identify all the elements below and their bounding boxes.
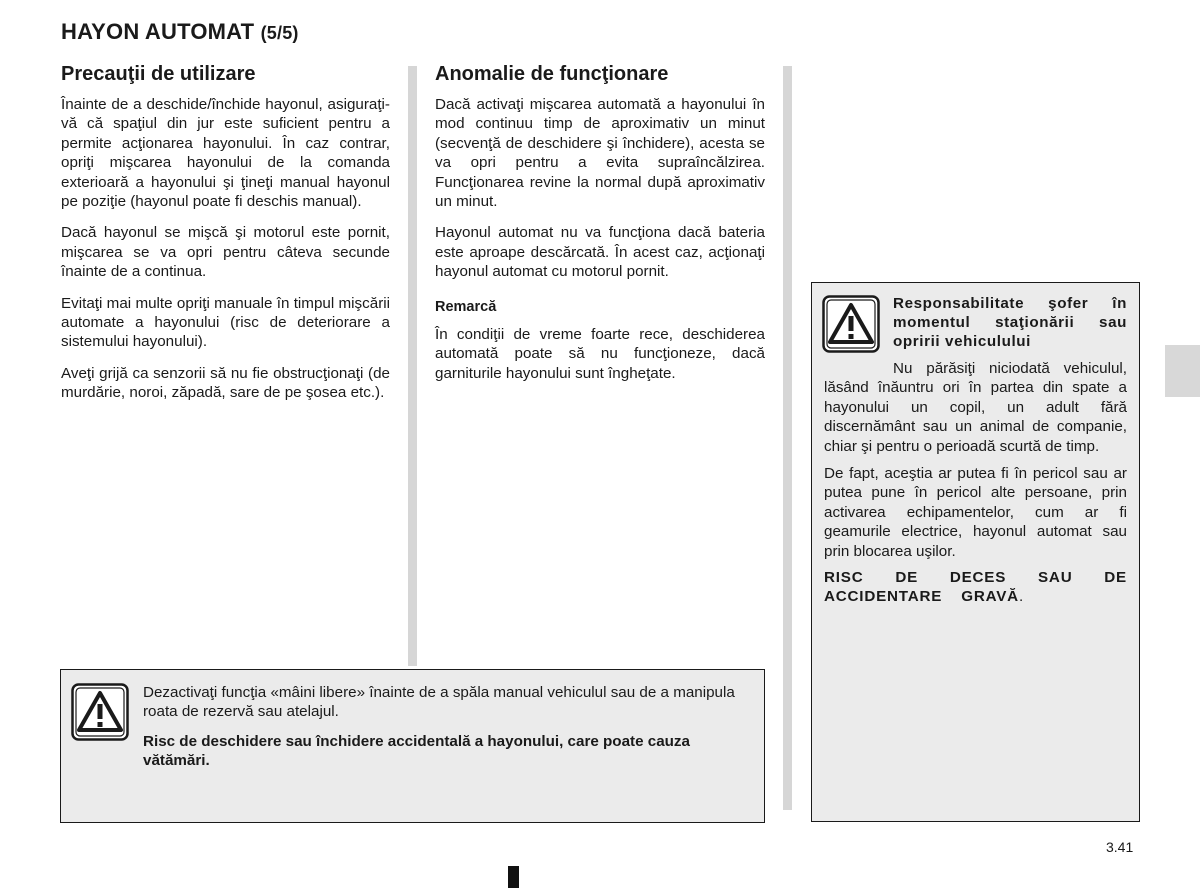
left-column [61,63,390,415]
left-column-heading: Precauţii de utilizare [61,63,256,85]
middle-column-heading: Anomalie de funcţionare [435,63,669,85]
page-title-suffix: (5/5) [260,23,299,43]
right-warning-risk [824,568,1127,607]
hands-free-warning-text: Dezactivaţi funcţia «mâini libere» înainte de a spăla manual vehiculul sau de a manipula roata de rezervă sau atelajul. [143,684,735,720]
hands-free-warning-bold-text: Risc de deschidere sau închidere accidentală a hayonului, care poate cauza vătămări. [143,733,690,769]
left-paragraph: Aveţi grijă ca senzorii să nu fie obstrucţionaţi (de murdărie, noroi, zăpadă, sare de pe şosea etc.). [61,364,390,402]
chapter-tab [1165,345,1200,397]
right-warning-paragraph-2: De fapt, aceştia ar putea fi în pericol sau ar putea pune în pericol alte persoane, prin activarea echipamentelor, cum ar fi geamurile electrice, hayonul automat sau prin blocarea uşilor. [824,465,1127,560]
column-separator-left [408,66,417,666]
left-paragraph: Dacă hayonul se mişcă şi motorul este pornit, mişcarea se va opri pentru câteva secunde înainte de a continua. [61,224,390,281]
middle-paragraph: Dacă activaţi mişcarea automată a hayonului în mod continuu timp de aproximativ un minut (secvenţă de deschidere şi închidere), acesta se va opri pentru a evita supraîncălzirea. Funcţionarea revine la normal după aproximativ un minut. [435,96,765,211]
left-column-body [61,95,390,403]
risk-text: RISC DE DECES SAU DE ACCIDENTARE GRAVĂ [824,569,1127,606]
left-paragraph: Înainte de a deschide/închide hayonul, asiguraţi-vă că spaţiul din jur este suficient pentru a permite acţionarea hayonului. În caz contrar, opriţi mişcarea hayonului de la comanda exterioară a hayonului şi ţineţi manual hayonul pe poziţie (hayonul poate fi deschis manual). [61,96,390,211]
remark-label: Remarcă [435,298,497,315]
driver-responsibility-warning-box [811,282,1140,822]
page-title [61,19,299,45]
right-warning-paragraph-1: Nu părăsiţi niciodată vehiculul, lăsând înăuntru ori în partea din spate a hayonului un copil, un adult fără discernământ sau un animal de companie, chiar şi pentru o perioadă scurtă de timp. [824,360,1127,455]
risk-suffix: . [1018,588,1024,606]
warning-triangle-icon [71,683,129,741]
middle-paragraph: Hayonul automat nu va funcţiona dacă bateria este aproape descărcată. În acest caz, acţionaţi hayonul automat cu motorul pornit. [435,224,765,281]
middle-column [435,63,765,395]
column-separator-right [783,66,792,810]
left-paragraph: Evitaţi mai multe opriţi manuale în timpul mişcării automate a hayonului (risc de deteriorare a sistemului hayonului). [61,294,390,351]
right-warning-heading: Responsabilitate şofer în momentul staţionării sau opririi vehiculului [893,295,1127,350]
middle-column-body [435,95,765,383]
hands-free-warning-box [60,669,765,823]
page-number: 3.41 [1106,839,1134,855]
print-cut-mark [508,866,519,888]
warning-triangle-icon [822,295,880,353]
page-title-text: HAYON AUTOMAT [61,19,255,44]
remark-text: În condiţii de vreme foarte rece, deschiderea automată poate să nu funcţioneze, dacă garniturile hayonului sunt îngheţate. [435,326,765,382]
